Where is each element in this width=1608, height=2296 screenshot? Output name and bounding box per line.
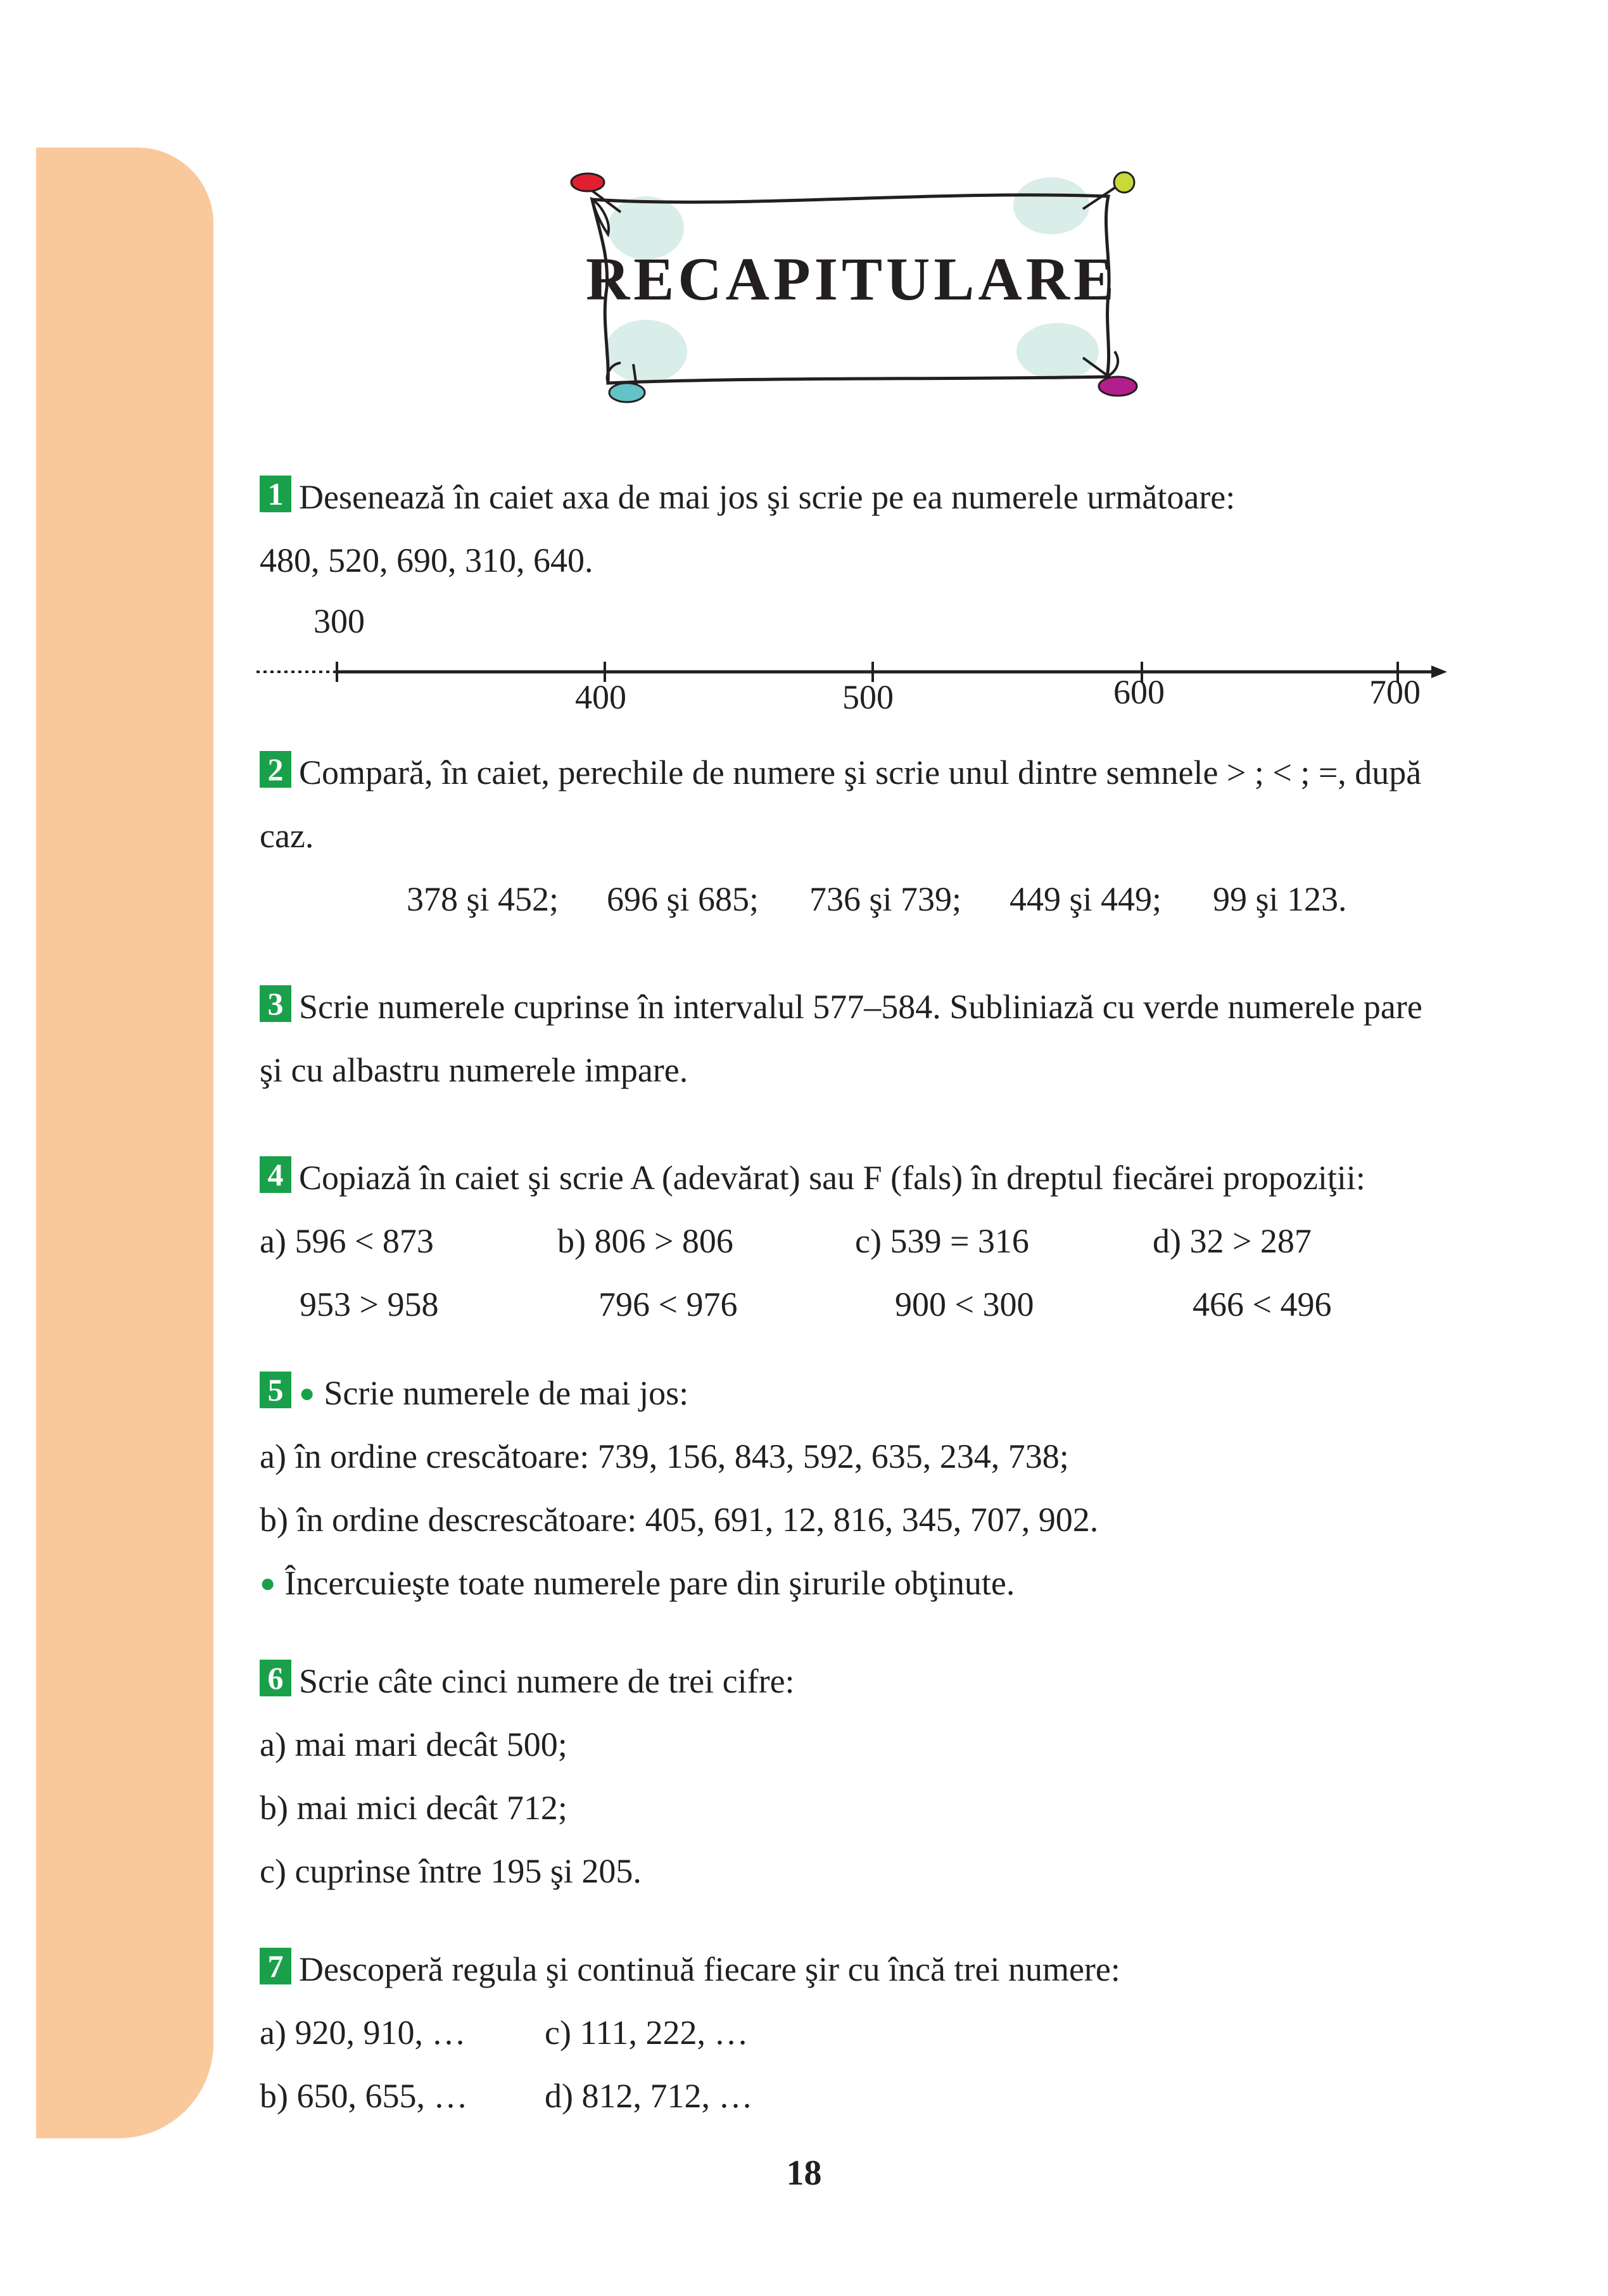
comparison-pair: 378 şi 452;: [407, 880, 559, 918]
exercise-4: [260, 1146, 1513, 1336]
comparison-pair: 99 şi 123.: [1213, 880, 1347, 918]
exercise-6: [260, 1649, 1513, 1903]
statement: d) 32 > 287: [1153, 1222, 1312, 1260]
statement: 953 > 958: [300, 1285, 439, 1323]
exercise-number-badge: 7: [260, 1948, 291, 1984]
page-title: RECAPITULARE: [585, 245, 1118, 313]
exercise-5-instruction: Scrie numerele de mai jos:: [324, 1374, 689, 1412]
exercise-2-instruction-cont: caz.: [260, 817, 314, 855]
statement: c) 539 = 316: [855, 1222, 1029, 1260]
axis-label: 500: [842, 678, 894, 716]
exercise-2-instruction: Compară, în caiet, perechile de numere şi scrie unul dintre semnele > ; < ; =, după: [299, 754, 1422, 792]
exercise-number-badge: 6: [260, 1660, 291, 1696]
exercise-number-badge: 3: [260, 985, 291, 1022]
exercise-5-part-a: a) în ordine crescătoare: 739, 156, 843, 592, 635, 234, 738;: [260, 1437, 1069, 1475]
statement: a) 596 < 873: [260, 1222, 434, 1260]
number-line: [253, 602, 1457, 722]
exercise-6-part-a: a) mai mari decât 500;: [260, 1725, 567, 1763]
sequence: d) 812, 712, …: [545, 2077, 753, 2115]
exercise-6-part-c: c) cuprinse între 195 şi 205.: [260, 1852, 642, 1890]
title-banner: [551, 161, 1153, 412]
exercise-number-badge: 2: [260, 751, 291, 788]
exercise-2: [260, 741, 1513, 931]
exercise-3-instruction-cont: şi cu albastru numerele impare.: [260, 1051, 688, 1089]
statement: 796 < 976: [598, 1285, 738, 1323]
decorative-side-strip: [36, 148, 213, 2138]
exercise-number-badge: 5: [260, 1372, 291, 1408]
exercise-number-badge: 1: [260, 476, 291, 512]
exercise-7-instruction: Descoperă regula şi continuă fiecare şir cu încă trei numere:: [299, 1950, 1120, 1988]
axis-label: 400: [575, 678, 626, 716]
exercise-4-instruction: Copiază în caiet şi scrie A (adevărat) sau F (fals) în dreptul fiecărei propoziţii:: [299, 1159, 1365, 1197]
sequence: c) 111, 222, …: [545, 2014, 749, 2052]
sequence: a) 920, 910, …: [260, 2014, 466, 2052]
axis-label: 300: [313, 602, 365, 640]
exercise-7: [260, 1938, 1513, 2128]
exercise-5-part-b: b) în ordine descrescătoare: 405, 691, 12, 816, 345, 707, 902.: [260, 1501, 1099, 1539]
exercise-3-instruction: Scrie numerele cuprinse în intervalul 577–584. Subliniază cu verde numerele pare: [299, 988, 1422, 1026]
statement: 900 < 300: [895, 1285, 1034, 1323]
exercise-number-badge: 4: [260, 1156, 291, 1193]
exercise-1-instruction: Desenează în caiet axa de mai jos şi scrie pe ea numerele următoare:: [299, 478, 1236, 516]
statement: 466 < 496: [1193, 1285, 1332, 1323]
comparison-pair: 449 şi 449;: [1010, 880, 1162, 918]
exercise-6-part-b: b) mai mici decât 712;: [260, 1789, 567, 1827]
statement: b) 806 > 806: [557, 1222, 733, 1260]
exercise-5-extra-task: Încercuieşte toate numerele pare din şirurile obţinute.: [284, 1564, 1015, 1602]
axis-label: 700: [1369, 673, 1421, 711]
exercise-1-numbers: 480, 520, 690, 310, 640.: [260, 541, 593, 579]
exercise-6-instruction: Scrie câte cinci numere de trei cifre:: [299, 1662, 795, 1700]
comparison-pair: 696 şi 685;: [607, 880, 759, 918]
comparison-pair: 736 şi 739;: [809, 880, 962, 918]
sequence: b) 650, 655, …: [260, 2077, 468, 2115]
exercise-1: [260, 465, 1513, 592]
page-number: 18: [786, 2154, 822, 2193]
exercise-3: [260, 975, 1513, 1102]
axis-label: 600: [1113, 673, 1165, 711]
bullet-icon: ●: [299, 1379, 315, 1408]
bullet-icon: ●: [260, 1569, 276, 1598]
exercise-5: [260, 1361, 1513, 1615]
